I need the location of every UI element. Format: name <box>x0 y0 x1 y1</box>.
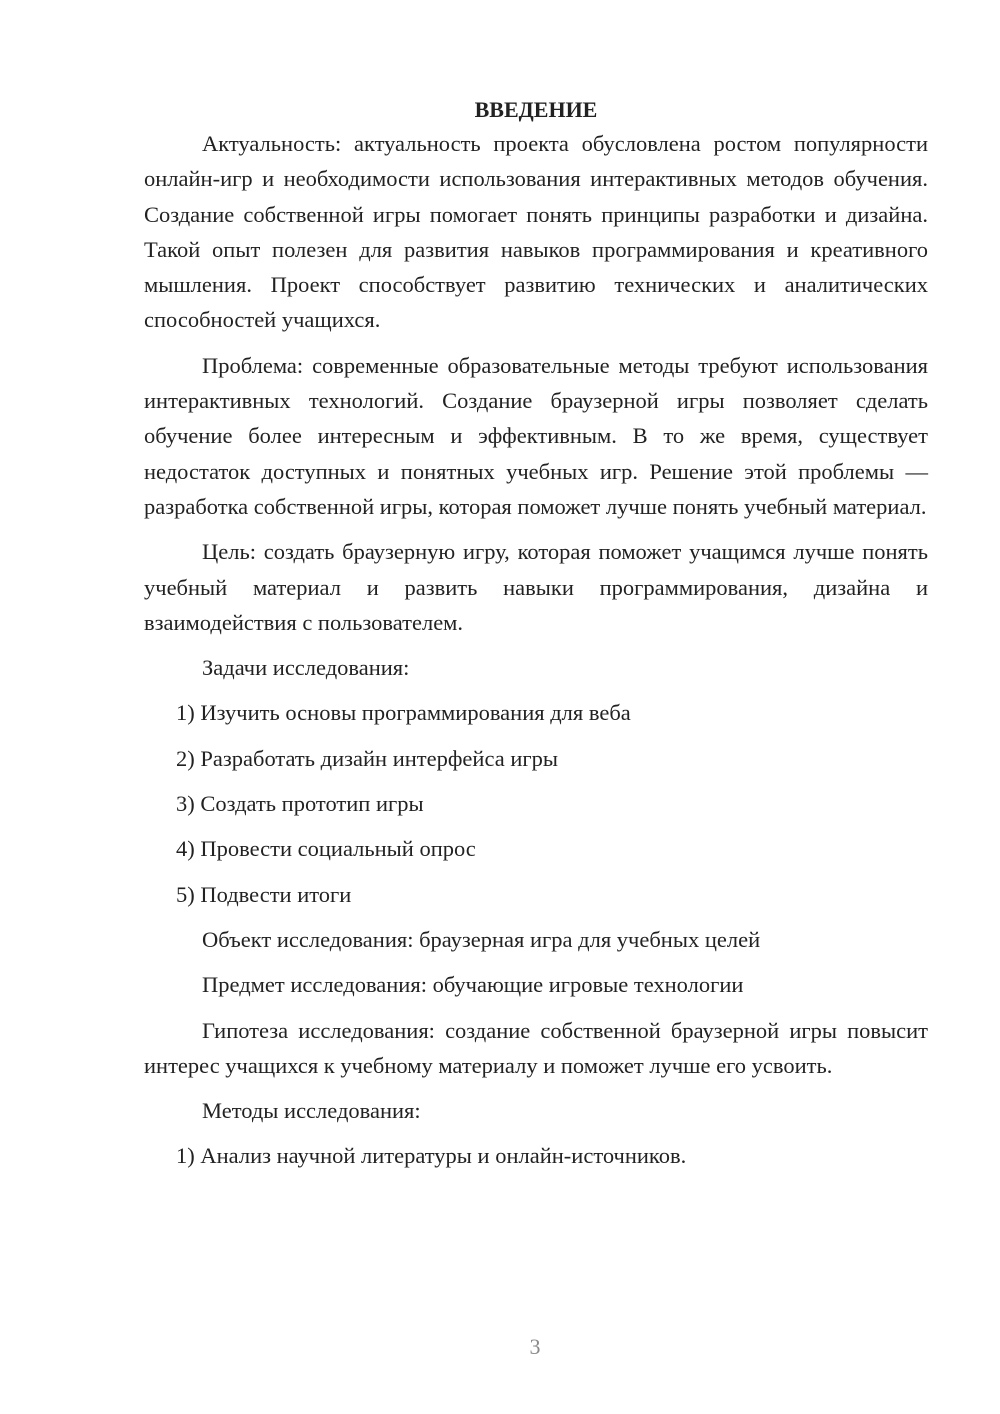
tasks-heading: Задачи исследования: <box>202 655 410 681</box>
relevance-paragraph: Актуальность: актуальность проекта обусловлена ростом популярности онлайн-игр и необходимости использования интерактивных методов обучения. Создание собственной игры помогает понять принципы разработки и дизайна. Такой опыт полезен для развития навыков программирования и креативного мышления. Проект способствует развитию технических и аналитических способностей учащихся. <box>144 131 928 333</box>
methods-heading: Методы исследования: <box>202 1098 421 1124</box>
page-title: ВВЕДЕНИЕ <box>474 97 598 122</box>
document-page <box>144 92 928 1184</box>
method-item: 1) Анализ научной литературы и онлайн-источников. <box>176 1143 687 1169</box>
task-item: 2) Разработать дизайн интерфейса игры <box>176 745 558 771</box>
hypothesis-paragraph: Гипотеза исследования: создание собственной браузерной игры повысит интерес учащихся к учебному материалу и поможет лучше его усвоить. <box>144 1017 928 1078</box>
task-item: 3) Создать прототип игры <box>176 791 424 817</box>
subject-line: Предмет исследования: обучающие игровые технологии <box>202 972 744 998</box>
goal-paragraph: Цель: создать браузерную игру, которая поможет учащимся лучше понять учебный материал и развить навыки программирования, дизайна и взаимодействия с пользователем. <box>144 539 928 635</box>
object-line: Объект исследования: браузерная игра для учебных целей <box>202 926 761 952</box>
problem-paragraph: Проблема: современные образовательные методы требуют использования интерактивных технологий. Создание браузерной игры позволяет сделать обучение более интересным и эффективным. В то же время, существует недостаток доступных и понятных учебных игр. Решение этой проблемы — разработка собственной игры, которая поможет лучше понять учебный материал. <box>144 352 928 519</box>
task-item: 4) Провести социальный опрос <box>176 836 476 862</box>
page-number: 3 <box>529 1334 541 1359</box>
task-item: 1) Изучить основы программирования для веба <box>176 700 631 726</box>
task-item: 5) Подвести итоги <box>176 881 352 907</box>
